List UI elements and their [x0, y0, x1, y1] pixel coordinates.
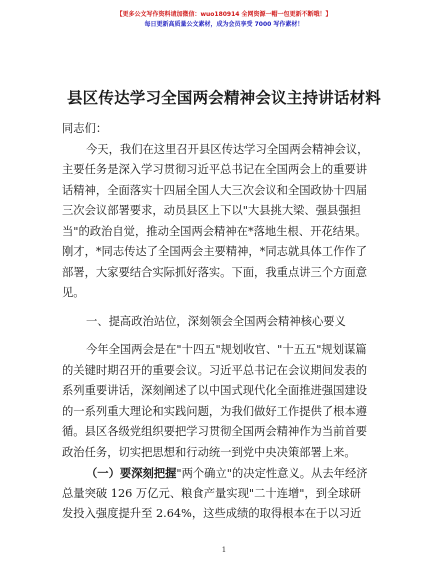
paragraph-line: 话精神，全面落实十四届全国人大三次会议和全国政协十四届 [62, 183, 368, 197]
paragraph-line: 三次会议部署要求，动员县区上下以"大县挑大梁、强县强担 [62, 204, 361, 217]
banner-line-1: 【更多公文写作资料请加微信：wuo180914 全网资源一帽一包更新不断哦！】 [116, 11, 332, 18]
paragraph-line: 当"的政治自觉，推动全国两会精神在*落地生根、开花结果。 [62, 224, 367, 238]
paragraph-line: 的关键时期召开的重要会议。习近平总书记在会议期间发表的 [62, 363, 368, 377]
paragraph-line: 循。县区各级党组织要把学习贯彻全国两会精神作为当前首要 [62, 425, 368, 438]
paragraph-line: 刚才，*同志传达了全国两会主要精神，*同志就具体工作作了 [62, 245, 368, 258]
document-body [62, 119, 388, 525]
paragraph-line: 今年全国两会是在"十四五"规划收官、"十五五"规划谋篇 [86, 343, 367, 356]
paragraph-line: 今天，我们在这里召开县区传达学习全国两会精神会议， [86, 142, 369, 156]
page-number: 1 [221, 546, 227, 554]
paragraph-line: 的一系列重大理论和实践问题，为我们做好工作提供了根本遵 [62, 404, 368, 418]
paragraph-line: 政治任务，切实把思想和行动统一到党中央决策部署上来。 [62, 445, 356, 459]
paragraph-line: 发投入强度提升至 2.64%，这些成绩的取得根本在于以习近 [62, 507, 362, 520]
salutation: 同志们： [62, 122, 108, 135]
subheading-line [62, 463, 388, 484]
paragraph-line: 主要任务是深入学习贯彻习近平总书记在全国两会上的重要讲 [62, 163, 368, 176]
subheading-text: "两个确立"的决定性意义。从去年经济 [176, 467, 368, 480]
subheading-label: （一）要深刻把握 [86, 466, 177, 480]
banner-line-2: 每日更新高质量公文素材，成为会员享受 7000 写作素材！ [144, 21, 304, 28]
paragraph-line: 见。 [62, 286, 85, 299]
paragraph-line: 部署，大家要结合实际抓好落实。下面，我重点讲三个方面意 [62, 265, 368, 279]
document-title: 县区传达学习全国两会精神会议主持讲话材料 [66, 89, 381, 107]
promo-banner [0, 10, 448, 30]
paragraph-line: 系列重要讲话，深刻阐述了以中国式现代化全面推进强国建设 [62, 384, 368, 397]
section-heading-1: 一、提高政治站位，深刻领会全国两会精神核心要义 [86, 314, 346, 328]
paragraph-line: 总量突破 126 万亿元、粮食产量实现"二十连增"，到全球研 [62, 486, 361, 500]
